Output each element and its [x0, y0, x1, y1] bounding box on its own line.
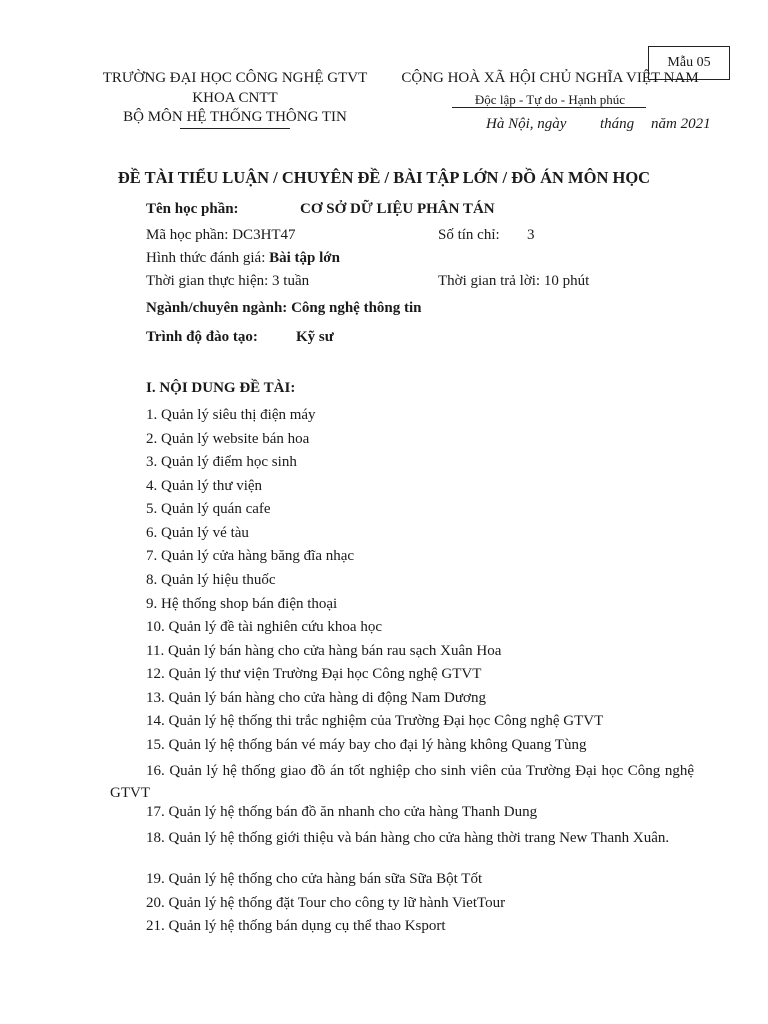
list-item: 19. Quản lý hệ thống cho cửa hàng bán sữa Sữa Bột Tốt	[146, 871, 483, 887]
assessment-value: Bài tập lớn	[269, 250, 340, 266]
assessment-label: Hình thức đánh giá:	[146, 250, 266, 266]
list-item: 6. Quản lý vé tàu	[146, 525, 249, 541]
list-item: 7. Quản lý cửa hàng băng đĩa nhạc	[146, 548, 355, 564]
section-heading: I. NỘI DUNG ĐỀ TÀI:	[146, 380, 296, 396]
list-item: 14. Quản lý hệ thống thi trắc nghiệm của Trường Đại học Công nghệ GTVT	[146, 713, 604, 729]
department-underline	[180, 128, 290, 129]
course-name-label: Tên học phần:	[146, 201, 239, 217]
date-year: năm 2021	[651, 116, 711, 132]
department-name: BỘ MÔN HỆ THỐNG THÔNG TIN	[123, 109, 347, 125]
list-item: 12. Quản lý thư viện Trường Đại học Công nghệ GTVT	[146, 666, 482, 682]
list-item: 21. Quản lý hệ thống bán dụng cụ thể thao Ksport	[146, 918, 446, 934]
faculty-name: KHOA CNTT	[192, 90, 278, 106]
list-item: 16. Quản lý hệ thống giao đồ án tốt nghiệp cho sinh viên của Trường Đại học Công nghệ GTVT	[110, 763, 694, 801]
course-name-value: CƠ SỞ DỮ LIỆU PHÂN TÁN	[300, 201, 495, 217]
document-title: ĐỀ TÀI TIỂU LUẬN / CHUYÊN ĐỀ / BÀI TẬP LỚN / ĐỒ ÁN MÔN HỌC	[117, 168, 651, 187]
list-item: 5. Quản lý quán cafe	[146, 501, 271, 517]
list-item: 8. Quản lý hiệu thuốc	[146, 572, 276, 588]
slogan-underline	[452, 107, 646, 108]
answer-time: Thời gian trả lời: 10 phút	[438, 273, 590, 289]
course-code: Mã học phần: DC3HT47	[146, 227, 296, 243]
list-item: 10. Quản lý đề tài nghiên cứu khoa học	[146, 619, 382, 635]
list-item: 13. Quản lý bán hàng cho cửa hàng di động Nam Dương	[146, 690, 486, 706]
list-item: 3. Quản lý điểm học sinh	[146, 454, 297, 470]
university-name: TRƯỜNG ĐẠI HỌC CÔNG NGHỆ GTVT	[102, 70, 368, 86]
list-item: 2. Quản lý website bán hoa	[146, 431, 310, 447]
list-item: 9. Hệ thống shop bán điện thoại	[146, 596, 338, 612]
date-month: tháng	[600, 116, 635, 132]
major-row	[146, 300, 422, 317]
country-motto: CỘNG HOÀ XÃ HỘI CHỦ NGHĨA VIỆT NAM	[401, 70, 699, 86]
major-value: Công nghệ thông tin	[291, 300, 422, 316]
duration: Thời gian thực hiện: 3 tuần	[146, 273, 310, 289]
list-item: 11. Quản lý bán hàng cho cửa hàng bán rau sạch Xuân Hoa	[146, 643, 502, 659]
credits-value: 3	[527, 227, 535, 243]
list-item: 15. Quản lý hệ thống bán vé máy bay cho đại lý hàng không Quang Tùng	[146, 737, 587, 753]
credits-label: Số tín chỉ:	[438, 227, 500, 243]
major-label: Ngành/chuyên ngành:	[146, 300, 288, 316]
list-item: 1. Quản lý siêu thị điện máy	[146, 407, 316, 423]
training-level-label: Trình độ đào tạo:	[146, 329, 258, 345]
list-item: 4. Quản lý thư viện	[146, 478, 263, 494]
date-prefix: Hà Nội, ngày	[486, 116, 567, 132]
assessment-row	[146, 250, 340, 267]
form-label: Mẫu 05	[667, 55, 711, 70]
list-item: 18. Quản lý hệ thống giới thiệu và bán hàng cho cửa hàng thời trang New Thanh Xuân.	[146, 830, 670, 846]
list-item: 17. Quản lý hệ thống bán đồ ăn nhanh cho cửa hàng Thanh Dung	[146, 804, 538, 820]
training-level-value: Kỹ sư	[296, 329, 334, 345]
slogan: Độc lập - Tự do - Hạnh phúc	[474, 92, 626, 107]
list-item: 20. Quản lý hệ thống đặt Tour cho công ty lữ hành VietTour	[146, 895, 506, 911]
